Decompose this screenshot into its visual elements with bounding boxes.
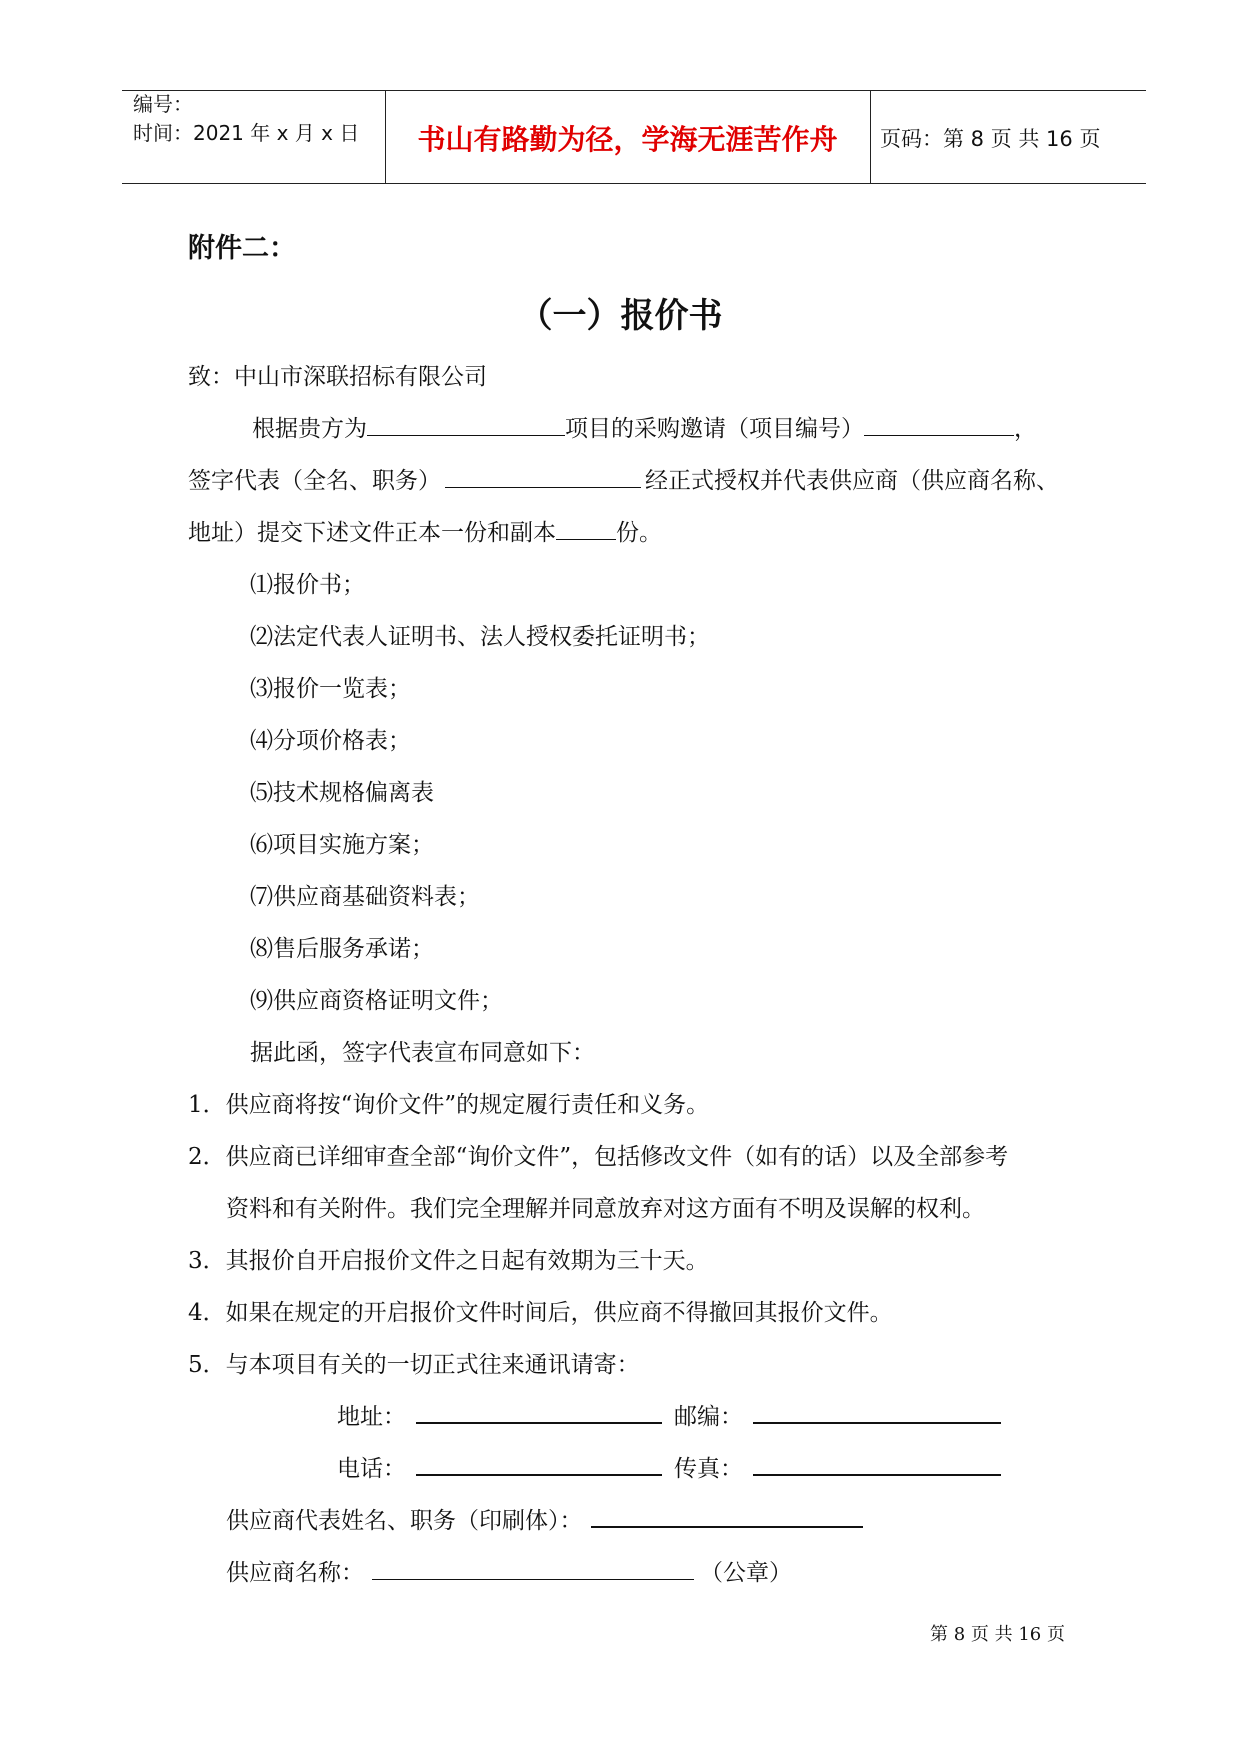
p1-text-a: 根据贵方为 <box>252 416 367 442</box>
phone-blank <box>416 1452 662 1476</box>
header-motto: 书山有路勤为径，学海无涯苦作舟 <box>417 123 838 156</box>
address-row <box>337 1398 1001 1431</box>
list-item: ⑹项目实施方案； <box>250 832 434 858</box>
postcode-label: 邮编： <box>674 1404 743 1430</box>
representative-blank <box>591 1504 863 1528</box>
term-1: 1．供应商将按“询价文件”的规定履行责任和义务。 <box>188 1092 710 1118</box>
representative-row <box>226 1502 863 1535</box>
p2-text-a: 签字代表（全名、职务） <box>188 468 441 494</box>
address-label: 地址： <box>337 1404 406 1430</box>
term-2-continued: 资料和有关附件。我们完全理解并同意放弃对这方面有不明及误解的权利。 <box>226 1196 985 1222</box>
supplier-name-label: 供应商名称： <box>226 1560 364 1586</box>
representative-label: 供应商代表姓名、职务（印刷体）： <box>226 1508 583 1534</box>
paragraph-line-2 <box>188 462 1059 495</box>
list-item: ⑶报价一览表； <box>250 676 411 702</box>
header-time: 时间：2021 年 x 月 x 日 <box>133 121 360 145</box>
attachment-label: 附件二： <box>188 233 296 264</box>
p1-text-b: 项目的采购邀请（项目编号） <box>565 416 864 442</box>
paragraph-line-3 <box>188 514 662 547</box>
header-bottom-rule <box>122 183 1146 184</box>
project-name-blank <box>367 413 565 436</box>
address-blank <box>416 1400 662 1424</box>
list-item: ⑸技术规格偏离表 <box>250 780 434 806</box>
phone-row <box>337 1450 1001 1483</box>
footer-page-number: 第 8 页 共 16 页 <box>930 1624 1065 1645</box>
header-meta <box>133 90 359 148</box>
project-number-blank <box>864 413 1014 436</box>
term-4: 4．如果在规定的开启报价文件时间后，供应商不得撤回其报价文件。 <box>188 1300 893 1326</box>
p1-text-c: ， <box>1014 416 1037 442</box>
paragraph-line-1 <box>252 410 1037 443</box>
header-number: 编号： <box>133 92 193 116</box>
fax-blank <box>753 1452 1001 1476</box>
list-item: ⑵法定代表人证明书、法人授权委托证明书； <box>250 624 710 650</box>
declaration: 据此函，签字代表宣布同意如下： <box>250 1040 595 1066</box>
recipient: 致：中山市深联招标有限公司 <box>188 364 487 390</box>
list-item: ⑼供应商资格证明文件； <box>250 988 503 1014</box>
signatory-blank <box>445 465 641 488</box>
list-item: ⑷分项价格表； <box>250 728 411 754</box>
p3-text-a: 地址）提交下述文件正本一份和副本 <box>188 520 556 546</box>
header-divider-right <box>870 91 871 184</box>
fax-label: 传真： <box>674 1456 743 1482</box>
phone-label: 电话： <box>337 1456 406 1482</box>
list-item: ⑺供应商基础资料表； <box>250 884 480 910</box>
p2-text-b: 经正式授权并代表供应商（供应商名称、 <box>645 468 1059 494</box>
list-item: ⑴报价书； <box>250 572 365 598</box>
term-3: 3．其报价自开启报价文件之日起有效期为三十天。 <box>188 1248 709 1274</box>
supplier-name-blank <box>372 1557 694 1580</box>
list-item: ⑻售后服务承诺； <box>250 936 434 962</box>
supplier-name-row <box>226 1554 792 1587</box>
term-5: 5．与本项目有关的一切正式往来通讯请寄： <box>188 1352 640 1378</box>
header-page-number: 页码：第 8 页 共 16 页 <box>880 127 1101 151</box>
p3-text-b: 份。 <box>616 520 662 546</box>
postcode-blank <box>753 1400 1001 1424</box>
seal-label: （公章） <box>700 1560 792 1586</box>
page-title: （一）报价书 <box>518 296 723 336</box>
term-2: 2．供应商已详细审查全部“询价文件”，包括修改文件（如有的话）以及全部参考 <box>188 1144 1009 1170</box>
copies-blank <box>556 517 616 540</box>
